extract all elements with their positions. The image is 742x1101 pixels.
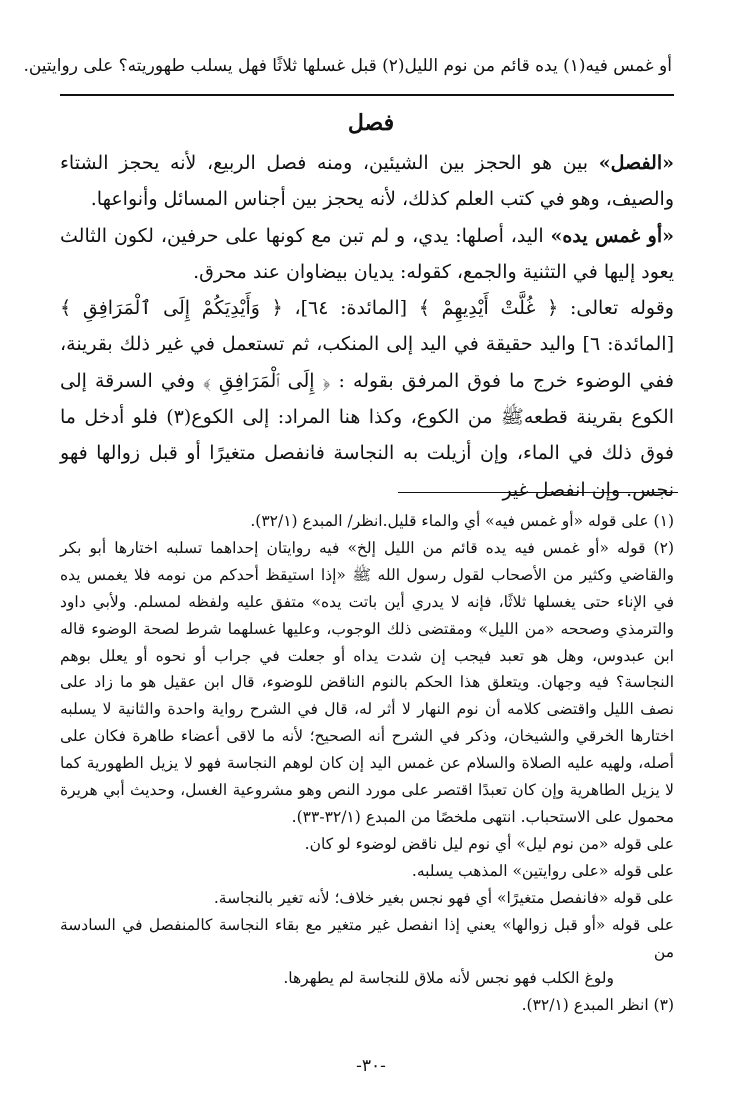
- paragraph-text: بين هو الحجز بين الشيئين، ومنه فصل الربيع، لأنه يحجز الشتاء والصيف، وهو في كتب العلم كذلك، لأنه يحجز بين أجناس المسائل وأنواعها.: [60, 152, 674, 211]
- footnote: على قوله «على روايتين» المذهب يسلبه.: [411, 861, 674, 880]
- paragraph: [60, 290, 674, 508]
- footnote: على قوله «فانفصل متغيرًا» أي فهو نجس بغير خلاف؛ لأنه تغير بالنجاسة.: [213, 888, 674, 907]
- paragraph-text: اليد، أصلها: يدي، و لم تبن مع كونها على حرفين، لكون الثالث يعود إليها في التثنية والجمع، كقوله: يديان بيضاوان عند محرق.: [60, 224, 674, 283]
- footnote: على قوله «من نوم ليل» أي نوم ليل ناقض لوضوء لو كان.: [304, 834, 674, 853]
- footnotes: [60, 508, 674, 1019]
- section-title: فصل: [347, 110, 395, 136]
- running-header: أو غمس فيه(١) يده قائم من نوم الليل(٢) قبل غسلها ثلاثًا فهل يسلب طهوريته؟ على روايتين.: [23, 56, 672, 76]
- paragraph-keyword: «الفصل»: [598, 152, 674, 174]
- paragraph: [60, 145, 674, 218]
- header-divider: [60, 94, 674, 96]
- footnote: ولوغ الكلب فهو نجس لأنه ملاق للنجاسة لم يطهرها.: [283, 969, 614, 988]
- footnote: (٢) قوله «أو غمس فيه يده قائم من الليل إلخ» فيه روايتان إحداهما تسلبه اختارها أبو بكر والقاضي وكثير من الأصحاب لقول رسول الله ﷺ «إذا استيقظ أحدكم من نومه فلا يغمس يده في الإناء حتى يغسلها ثلاثًا، فإنه لا يدري أين باتت يده» متفق عليه ولفظه لمسلم. ولأبي داود والترمذي وصححه «من الليل» ومقتضى ذلك الوجوب، وعليها غسلهما شرط لصحة الوضوء قاله ابن عبدوس، وهل هو تعبد فيجب إن شدت يداه أو جعلت في جراب أو نحوه أو يعلل بوهم النجاسة؟ فيه وجهان. ويتعلق هذا الحكم بالنوم الناقض للوضوء، قال ابن عقيل هو ما زاد على نصف الليل واقتضى كلامه أن نوم النهار لا أثر له، قال في الشرح رواية واحدة والثانية لا يسلبه اختارها الخرقي والشيخان، وذكر في الشرح أنه الصحيح؛ لأنه ما لاقى أعضاء طاهرة فكان على أصله، ولهيه عليه الصلاة والسلام عن غمس اليد إن كان لوهم النجاسة فهو لا يزيل الطهورية كما لا يزيل الطاهرية وإن كان تعبدًا اقتصر على مورد النص وهو مشروعية الغسل، وحديث أبي هريرة محمول على الاستحباب. انتهى ملخصًا من المبدع (٣٢/١-٣٣).: [60, 538, 674, 826]
- footnote: (٣) انظر المبدع (٣٢/١).: [521, 996, 674, 1015]
- paragraph-text: وقوله تعالى: ﴿ غُلَّتْ أَيْدِيهِمْ ﴾ [المائدة: ٦٤]، ﴿ وَأَيْدِيَكُمْ إِلَى ٱلْمَرَافِقِ ﴾ [المائدة: ٦] واليد حقيقة في اليد إلى المنكب، ثم تستعمل في غير ذلك بقرينة، ففي الوضوء خرج ما فوق المرفق بقوله : ﴿ إِلَى ٱلْمَرَافِقِ ﴾ وفي السرقة إلى الكوع بقرينة قطعهﷺ من الكوع، وكذا هنا المراد: إلى الكوع(٣) فلو أدخل ما فوق ذلك في الماء، وإن أزيلت به النجاسة فانفصل متغيرًا أو قبل زوالها فهو نجس. وإن انفصل غير: [60, 297, 674, 501]
- footnote-divider: [398, 492, 678, 493]
- paragraph-keyword: «أو غمس يده»: [550, 224, 674, 247]
- page-number: -٣٠-: [356, 1056, 386, 1076]
- paragraph: [60, 218, 674, 291]
- main-text: [60, 145, 674, 508]
- footnote: على قوله «أو قبل زوالها» يعني إذا انفصل غير متغير مع بقاء النجاسة كالمنفصل في السادسة من: [60, 915, 674, 961]
- footnote: (١) على قوله «أو غمس فيه» أي والماء قليل.انظر/ المبدع (٣٢/١).: [250, 512, 674, 530]
